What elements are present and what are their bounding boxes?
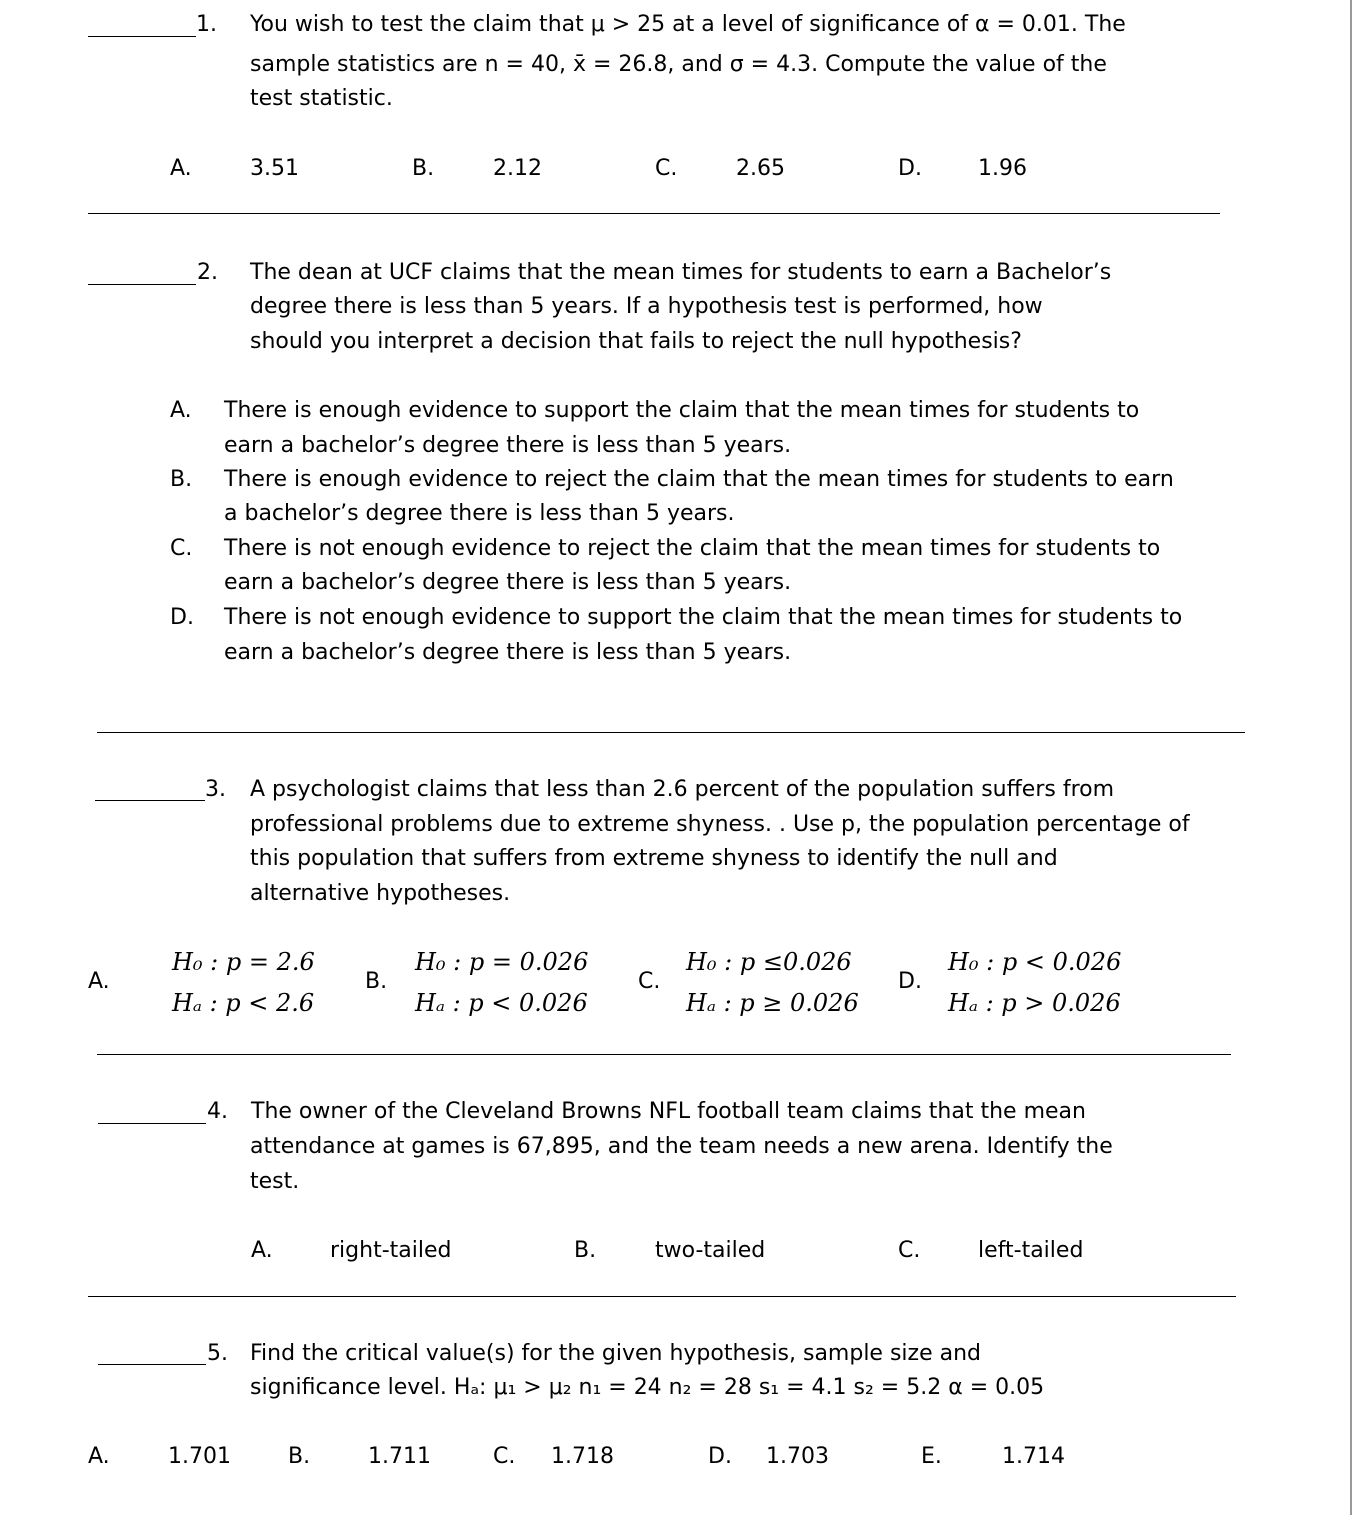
option-text: earn a bachelor’s degree there is less than 5 years.: [224, 570, 792, 595]
option-letter: A.: [170, 156, 192, 181]
divider: [97, 1054, 1231, 1055]
option-text: 1.703: [766, 1444, 829, 1469]
question-number: 1.: [196, 12, 217, 37]
option-text: There is not enough evidence to support the claim that the mean times for students to: [224, 605, 1183, 630]
option-letter: D.: [898, 969, 922, 994]
option-letter: B.: [574, 1238, 597, 1263]
option-letter: A.: [251, 1238, 273, 1263]
null-hypothesis: H₀ : p < 0.026: [948, 948, 1122, 976]
divider: [88, 1296, 1236, 1297]
option-text: 1.718: [551, 1444, 614, 1469]
null-hypothesis: H₀ : p = 0.026: [415, 948, 589, 976]
question-number: 4.: [207, 1099, 228, 1124]
question-text: sample statistics are n = 40, x̄ = 26.8, and σ = 4.3. Compute the value of the: [250, 52, 1107, 77]
answer-blank-1[interactable]: [88, 36, 196, 37]
question-text: significance level. Hₐ: μ₁ > μ₂ n₁ = 24 n₂ = 28 s₁ = 4.1 s₂ = 5.2 α = 0.05: [250, 1375, 1045, 1400]
option-text: a bachelor’s degree there is less than 5 years.: [224, 501, 735, 526]
option-letter: A.: [88, 1444, 110, 1469]
option-letter: C.: [493, 1444, 516, 1469]
option-letter: B.: [365, 969, 388, 994]
option-letter: B.: [288, 1444, 311, 1469]
option-text: 2.12: [493, 156, 542, 181]
option-letter: B.: [412, 156, 435, 181]
option-letter: D.: [708, 1444, 732, 1469]
alt-hypothesis: Hₐ : p > 0.026: [948, 989, 1121, 1017]
alt-hypothesis: Hₐ : p < 0.026: [415, 989, 588, 1017]
answer-blank-4[interactable]: [98, 1123, 206, 1124]
answer-blank-5[interactable]: [98, 1364, 206, 1365]
option-text: earn a bachelor’s degree there is less than 5 years.: [224, 433, 792, 458]
option-text: 1.711: [368, 1444, 431, 1469]
null-hypothesis: H₀ : p = 2.6: [172, 948, 315, 976]
question-text: test statistic.: [250, 86, 393, 111]
option-text: There is not enough evidence to reject the claim that the mean times for students to: [224, 536, 1161, 561]
option-text: earn a bachelor’s degree there is less than 5 years.: [224, 640, 792, 665]
question-text: should you interpret a decision that fails to reject the null hypothesis?: [250, 329, 1022, 354]
option-text: There is enough evidence to reject the claim that the mean times for students to earn: [224, 467, 1174, 492]
question-text: degree there is less than 5 years. If a hypothesis test is performed, how: [250, 294, 1043, 319]
question-text: professional problems due to extreme shyness. . Use p, the population percentage of: [250, 812, 1190, 837]
divider: [97, 732, 1245, 733]
page-edge-line: [1350, 0, 1352, 1515]
answer-blank-2[interactable]: [88, 284, 196, 285]
option-text: 1.701: [168, 1444, 231, 1469]
option-text: right-tailed: [330, 1238, 452, 1263]
question-number: 3.: [205, 777, 226, 802]
option-letter: C.: [898, 1238, 921, 1263]
option-letter: A.: [170, 398, 192, 423]
alt-hypothesis: Hₐ : p ≥ 0.026: [686, 989, 859, 1017]
question-text: alternative hypotheses.: [250, 881, 511, 906]
question-text: The dean at UCF claims that the mean times for students to earn a Bachelor’s: [250, 260, 1112, 285]
question-text: The owner of the Cleveland Browns NFL football team claims that the mean: [251, 1099, 1086, 1124]
question-number: 2.: [197, 260, 218, 285]
option-letter: B.: [170, 467, 193, 492]
option-text: There is enough evidence to support the claim that the mean times for students to: [224, 398, 1140, 423]
option-text: 2.65: [736, 156, 785, 181]
question-text: A psychologist claims that less than 2.6 percent of the population suffers from: [250, 777, 1115, 802]
question-text: attendance at games is 67,895, and the team needs a new arena. Identify the: [250, 1134, 1113, 1159]
option-text: 1.714: [1002, 1444, 1065, 1469]
question-text: this population that suffers from extreme shyness to identify the null and: [250, 846, 1058, 871]
option-letter: A.: [88, 969, 110, 994]
question-number: 5.: [207, 1341, 228, 1366]
option-text: left-tailed: [978, 1238, 1084, 1263]
answer-blank-3[interactable]: [95, 800, 205, 801]
question-text: Find the critical value(s) for the given hypothesis, sample size and: [250, 1341, 981, 1366]
question-text: test.: [250, 1169, 300, 1194]
question-text: You wish to test the claim that μ > 25 at a level of significance of α = 0.01. The: [250, 12, 1126, 37]
option-text: 3.51: [250, 156, 299, 181]
option-letter: D.: [170, 605, 194, 630]
option-letter: C.: [655, 156, 678, 181]
option-letter: C.: [638, 969, 661, 994]
option-letter: E.: [921, 1444, 942, 1469]
option-text: 1.96: [978, 156, 1027, 181]
option-letter: C.: [170, 536, 193, 561]
option-text: two-tailed: [655, 1238, 766, 1263]
alt-hypothesis: Hₐ : p < 2.6: [172, 989, 315, 1017]
divider: [88, 213, 1220, 214]
null-hypothesis: H₀ : p ≤0.026: [686, 948, 852, 976]
option-letter: D.: [898, 156, 922, 181]
